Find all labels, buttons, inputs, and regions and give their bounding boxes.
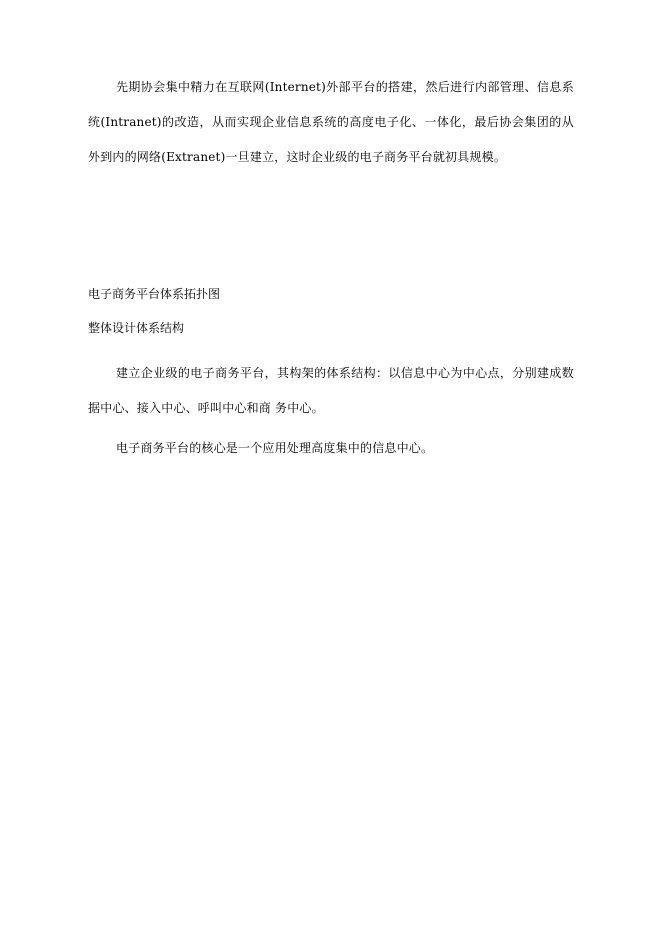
paragraph-structure: 建立企业级的电子商务平台，其构架的体系结构：以信息中心为中心点，分别建成数据中心、接入中心、呼叫中心和商 务中心。 <box>88 366 574 415</box>
paragraph-core: 电子商务平台的核心是一个应用处理高度集中的信息中心。 <box>116 441 434 455</box>
heading-topology: 电子商务平台体系拓扑图 <box>88 287 221 301</box>
paragraph-intro: 先期协会集中精力在互联网(Internet)外部平台的搭建，然后进行内部管理、信息系统(Intranet)的改造，从而实现企业信息系统的高度电子化、一体化，最后协会集团的从外到内的网络(Extranet)一旦建立，这时企业级的电子商务平台就初具规模。 <box>88 80 574 164</box>
heading-design: 整体设计体系结构 <box>88 321 185 335</box>
